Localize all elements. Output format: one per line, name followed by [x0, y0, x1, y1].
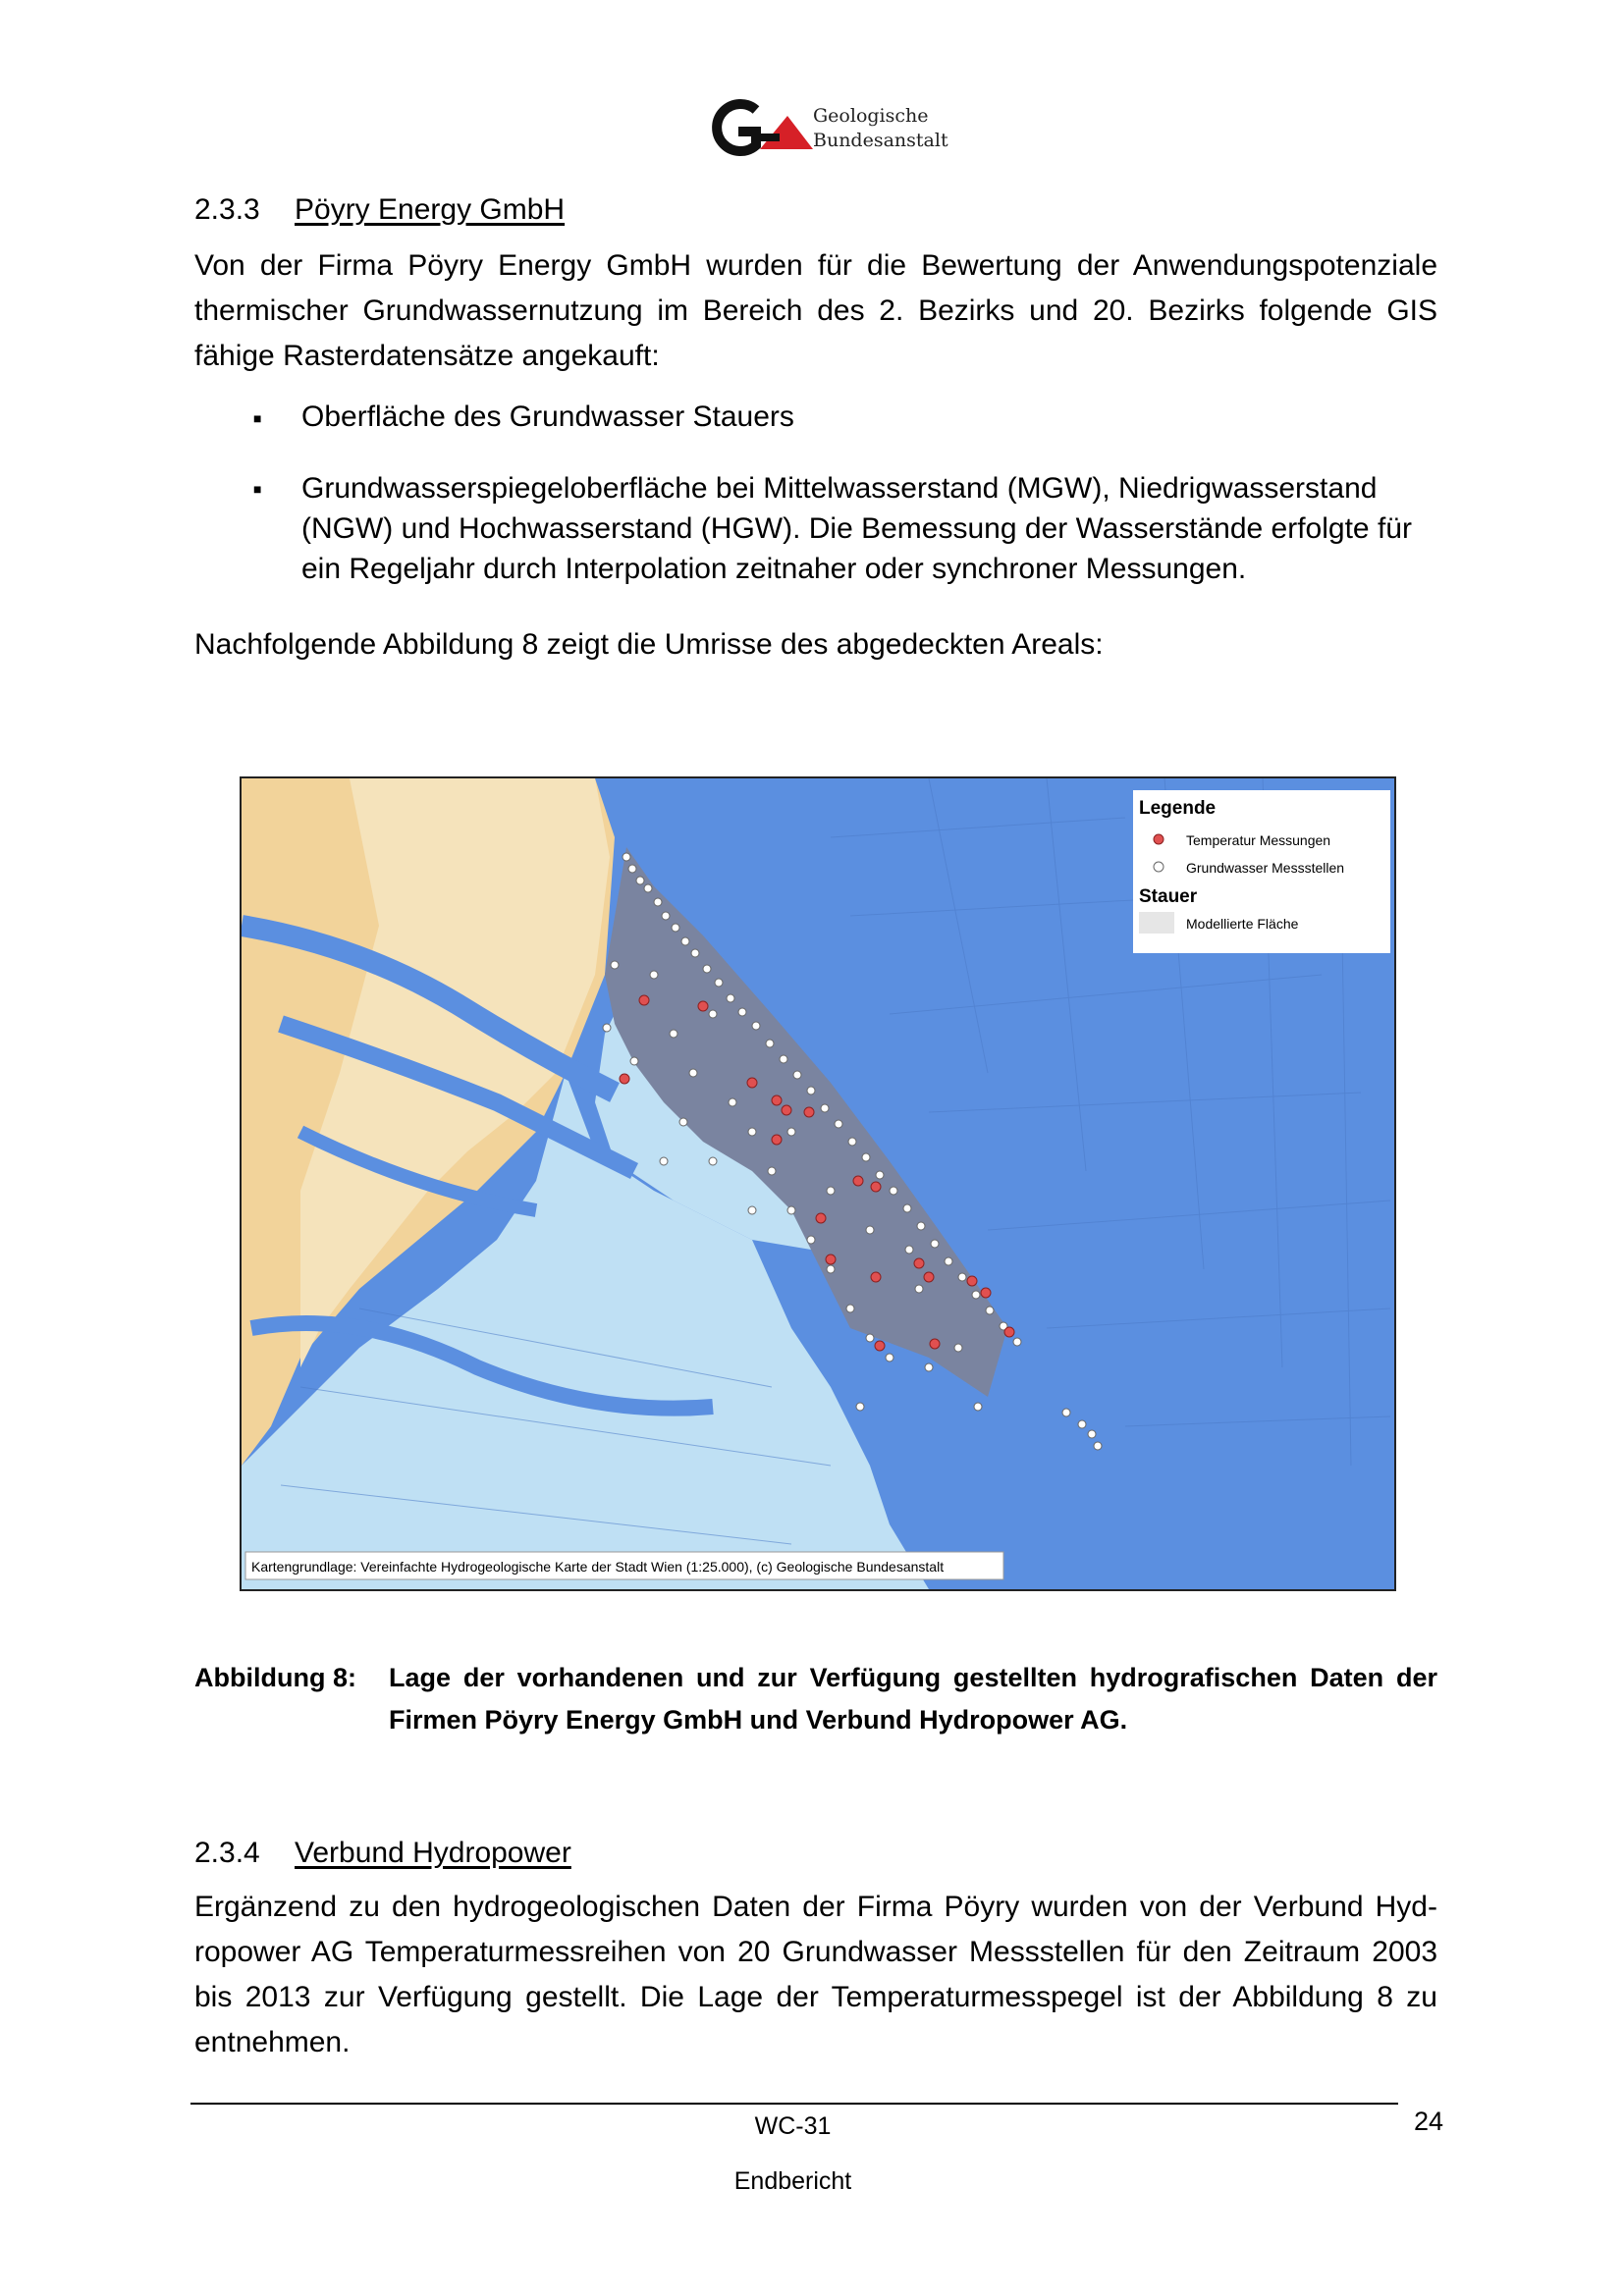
section-title: Pöyry Energy GmbH: [295, 193, 566, 226]
bullet-marker: ■: [253, 481, 262, 497]
footer-code: WC-31: [754, 2112, 832, 2140]
logo-line2: Bundesanstalt: [813, 130, 948, 151]
section-number: 2.3.4: [194, 1837, 260, 1869]
footer-report: Endbericht: [733, 2167, 852, 2195]
legend-item-well: Grundwasser Messstellen: [1186, 860, 1345, 876]
legend-section: Stauer: [1139, 886, 1198, 907]
bullet-item-1: Oberfläche des Grundwasser Stauers: [301, 400, 794, 433]
section-heading-233: [194, 192, 565, 228]
section-title: Verbund Hydropower: [295, 1837, 571, 1869]
map-legend: [1133, 790, 1390, 953]
bullet-marker: ■: [253, 410, 262, 426]
caption-label: Abbildung 8:: [194, 1663, 356, 1692]
section-heading-234: [194, 1836, 571, 1871]
caption-text: Lage der vorhandenen und zur Verfügung gestellten hydrografischen Daten der Firmen Pöyry Energy GmbH und Verbund Hydropower AG.: [389, 1663, 1437, 1735]
page-number: 24: [1413, 2107, 1443, 2136]
gba-logo-mark: [699, 94, 817, 163]
logo-text: [813, 104, 948, 153]
legend-item-temp: Temperatur Messungen: [1186, 832, 1331, 848]
bullet-item-2: Grundwasserspiegeloberfläche bei Mittelwasserstand (MGW), Niedrigwasserstand (NGW) und Hochwasserstand (HGW). Die Bemessung der Wasserstände erfolgte für ein Regeljahr durch Interpolation zeitnaher oder synchroner Messungen.: [301, 472, 1412, 585]
section-number: 2.3.3: [194, 193, 260, 226]
logo-line1: Geologische: [813, 105, 929, 127]
legend-item-area: Modellierte Fläche: [1186, 916, 1299, 932]
outro-paragraph: Nachfolgende Abbildung 8 zeigt die Umrisse des abgedeckten Areals:: [194, 628, 1104, 661]
figure-map: [240, 776, 1396, 1591]
map-svg: [242, 778, 1394, 1589]
footer-rule: [190, 2103, 1398, 2105]
intro-paragraph: Von der Firma Pöyry Energy GmbH wurden für die Bewertung der Anwendungspotenziale thermischer Grundwassernutzung im Bereich des 2. Bezirks und 20. Bezirks folgende GIS fähige Rasterdatensätze angekauft:: [194, 249, 1437, 372]
legend-title: Legende: [1139, 798, 1217, 819]
legend-well-marker: [1154, 862, 1164, 872]
verbund-paragraph: Ergänzend zu den hydrogeologischen Daten der Firma Pöyry wurden von der Verbund Hydropower AG Temperaturmessreihen von 20 Grundwasser Messstellen für den Zeitraum 2003 bis 2013 zur Verfügung gestellt. Die Lage der Temperaturmesspegel ist der Abbildung 8 zu entnehmen.: [194, 1891, 1437, 2058]
map-credit: Kartengrundlage: Vereinfachte Hydrogeologische Karte der Stadt Wien (1:25.000), (c) Geologische Bundesanstalt: [251, 1559, 945, 1575]
legend-area-swatch: [1139, 912, 1174, 934]
legend-temp-marker: [1154, 834, 1164, 844]
